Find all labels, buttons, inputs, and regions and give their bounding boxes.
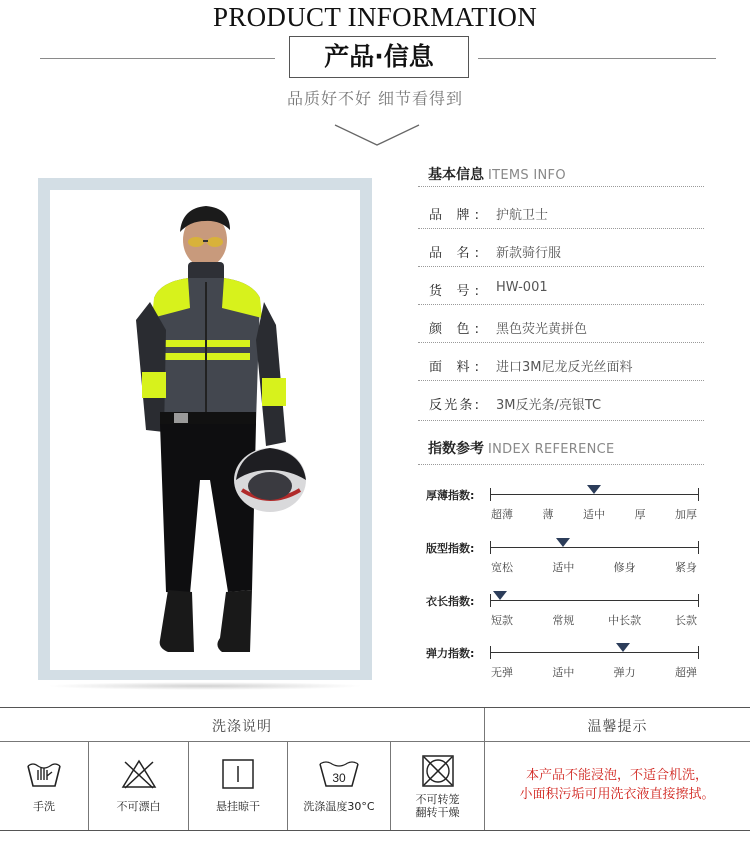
info-key: 品 牌:	[429, 208, 479, 223]
info-value: 进口3M尼龙反光丝面料	[496, 360, 633, 375]
care-tip-line2: 小面积污垢可用洗衣液直接擦拭。	[519, 787, 715, 802]
info-row-name	[418, 232, 704, 270]
index-scale-track	[490, 547, 698, 548]
index-scale-track	[490, 652, 698, 653]
no-bleach-icon	[120, 758, 158, 790]
index-scale-end-tick	[698, 488, 699, 501]
index-scale-option: 弹力	[613, 666, 636, 679]
hand-wash-icon	[25, 758, 63, 790]
header-divider-right	[478, 58, 716, 59]
index-scale-label: 厚薄指数:	[426, 489, 475, 502]
care-item-no-bleach	[89, 742, 188, 830]
items-info-title-en: ITEMS INFO	[488, 168, 566, 183]
divider	[418, 380, 704, 381]
info-value: 护航卫士	[496, 208, 549, 223]
index-scale-end-tick	[698, 594, 699, 607]
header-title-en: PRODUCT INFORMATION	[213, 2, 537, 32]
index-scale-option: 超弹	[675, 666, 697, 679]
care-item-hand-wash	[0, 742, 88, 830]
care-item-wash-30	[288, 742, 390, 830]
care-tip-line1: 本产品不能浸泡，不适合机洗，	[525, 768, 708, 783]
care-item-no-tumble-dry	[391, 742, 484, 830]
index-scale-end-tick	[698, 646, 699, 659]
index-scale-fit	[426, 540, 706, 580]
index-scale-end-tick	[490, 594, 491, 607]
care-caption	[391, 793, 484, 819]
hang-dry-icon	[219, 758, 257, 790]
header-divider-left	[40, 58, 275, 59]
divider	[418, 420, 704, 421]
care-tip-text	[492, 766, 742, 804]
index-scale-track	[490, 600, 698, 601]
index-scale-end-tick	[490, 646, 491, 659]
index-scale-length	[426, 593, 706, 633]
info-row-color	[418, 308, 704, 346]
care-caption: 不可漂白	[116, 800, 161, 813]
index-scale-option: 适中	[552, 561, 575, 574]
info-key: 品 名:	[429, 246, 479, 261]
index-scale-option: 适中	[552, 666, 575, 679]
index-scale-option: 加厚	[675, 508, 697, 521]
index-scale-option: 常规	[552, 614, 575, 627]
care-caption-line1: 不可转笼	[415, 793, 460, 806]
care-caption-line2: 翻转干燥	[415, 806, 460, 819]
info-value: 3M反光条/亮银TC	[496, 398, 602, 413]
info-value: HW-001	[496, 280, 548, 295]
header-subtitle: 品质好不好 细节看得到	[286, 89, 464, 108]
index-scale-option: 修身	[613, 561, 636, 574]
wash-30-icon	[317, 758, 361, 790]
divider	[418, 186, 704, 187]
photo-shadow	[46, 682, 364, 690]
index-scale-marker-icon	[556, 538, 570, 547]
index-scale-option: 中长款	[608, 614, 642, 627]
items-info-title	[428, 164, 566, 184]
info-row-reflective	[418, 384, 704, 422]
index-scale-option: 适中	[583, 508, 605, 521]
no-tumble-dry-icon	[420, 754, 456, 788]
divider	[418, 266, 704, 267]
wash-instructions-title: 洗涤说明	[212, 719, 272, 735]
index-scale-elasticity	[426, 645, 706, 685]
wash-temperature: 30	[332, 771, 346, 785]
index-reference-title-en: INDEX REFERENCE	[488, 442, 615, 457]
care-caption: 悬挂晾干	[216, 800, 260, 813]
info-value: 黑色荧光黄拼色	[496, 322, 588, 337]
index-scale-label: 衣长指数:	[426, 595, 475, 608]
index-scale-end-tick	[698, 541, 699, 554]
info-key: 货 号:	[429, 284, 479, 299]
info-key: 反光条:	[429, 398, 479, 413]
info-value: 新款骑行服	[496, 246, 562, 261]
index-scale-option: 超薄	[491, 508, 513, 521]
care-item-hang-dry	[189, 742, 287, 830]
index-scale-marker-icon	[616, 643, 630, 652]
index-scale-label: 版型指数:	[426, 542, 475, 555]
index-scale-marker-icon	[493, 591, 507, 600]
index-scale-option: 厚	[634, 508, 646, 521]
index-scale-end-tick	[490, 488, 491, 501]
index-scale-track	[490, 494, 698, 495]
index-scale-option: 长款	[675, 614, 697, 627]
product-photo	[50, 190, 360, 670]
divider	[418, 464, 704, 465]
divider	[418, 304, 704, 305]
index-scale-option: 紧身	[675, 561, 697, 574]
index-scale-option: 薄	[542, 508, 554, 521]
care-table-divider	[484, 708, 485, 830]
care-caption: 手洗	[33, 800, 55, 813]
tips-title: 温馨提示	[587, 719, 648, 735]
chevron-down-icon	[334, 122, 420, 148]
index-reference-title-cn: 指数参考	[428, 441, 484, 457]
divider	[418, 228, 704, 229]
items-info-title-cn: 基本信息	[428, 167, 484, 183]
divider	[418, 342, 704, 343]
index-scale-option: 无弹	[491, 666, 513, 679]
care-caption: 洗涤温度30°C	[303, 800, 375, 813]
info-row-brand	[418, 194, 704, 232]
info-row-fabric	[418, 346, 704, 384]
index-scale-option: 宽松	[491, 561, 513, 574]
index-reference-title	[428, 438, 615, 458]
index-scale-marker-icon	[587, 485, 601, 494]
info-key: 颜 色:	[429, 322, 479, 337]
index-scale-option: 短款	[491, 614, 513, 627]
info-key: 面 料:	[429, 360, 479, 375]
index-scale-thickness	[426, 487, 706, 527]
rider-figure-illustration	[50, 190, 360, 670]
info-row-sku	[418, 270, 704, 308]
header-title-cn: 产品·信息	[289, 36, 469, 78]
index-scale-label: 弹力指数:	[426, 647, 475, 660]
index-scale-end-tick	[490, 541, 491, 554]
